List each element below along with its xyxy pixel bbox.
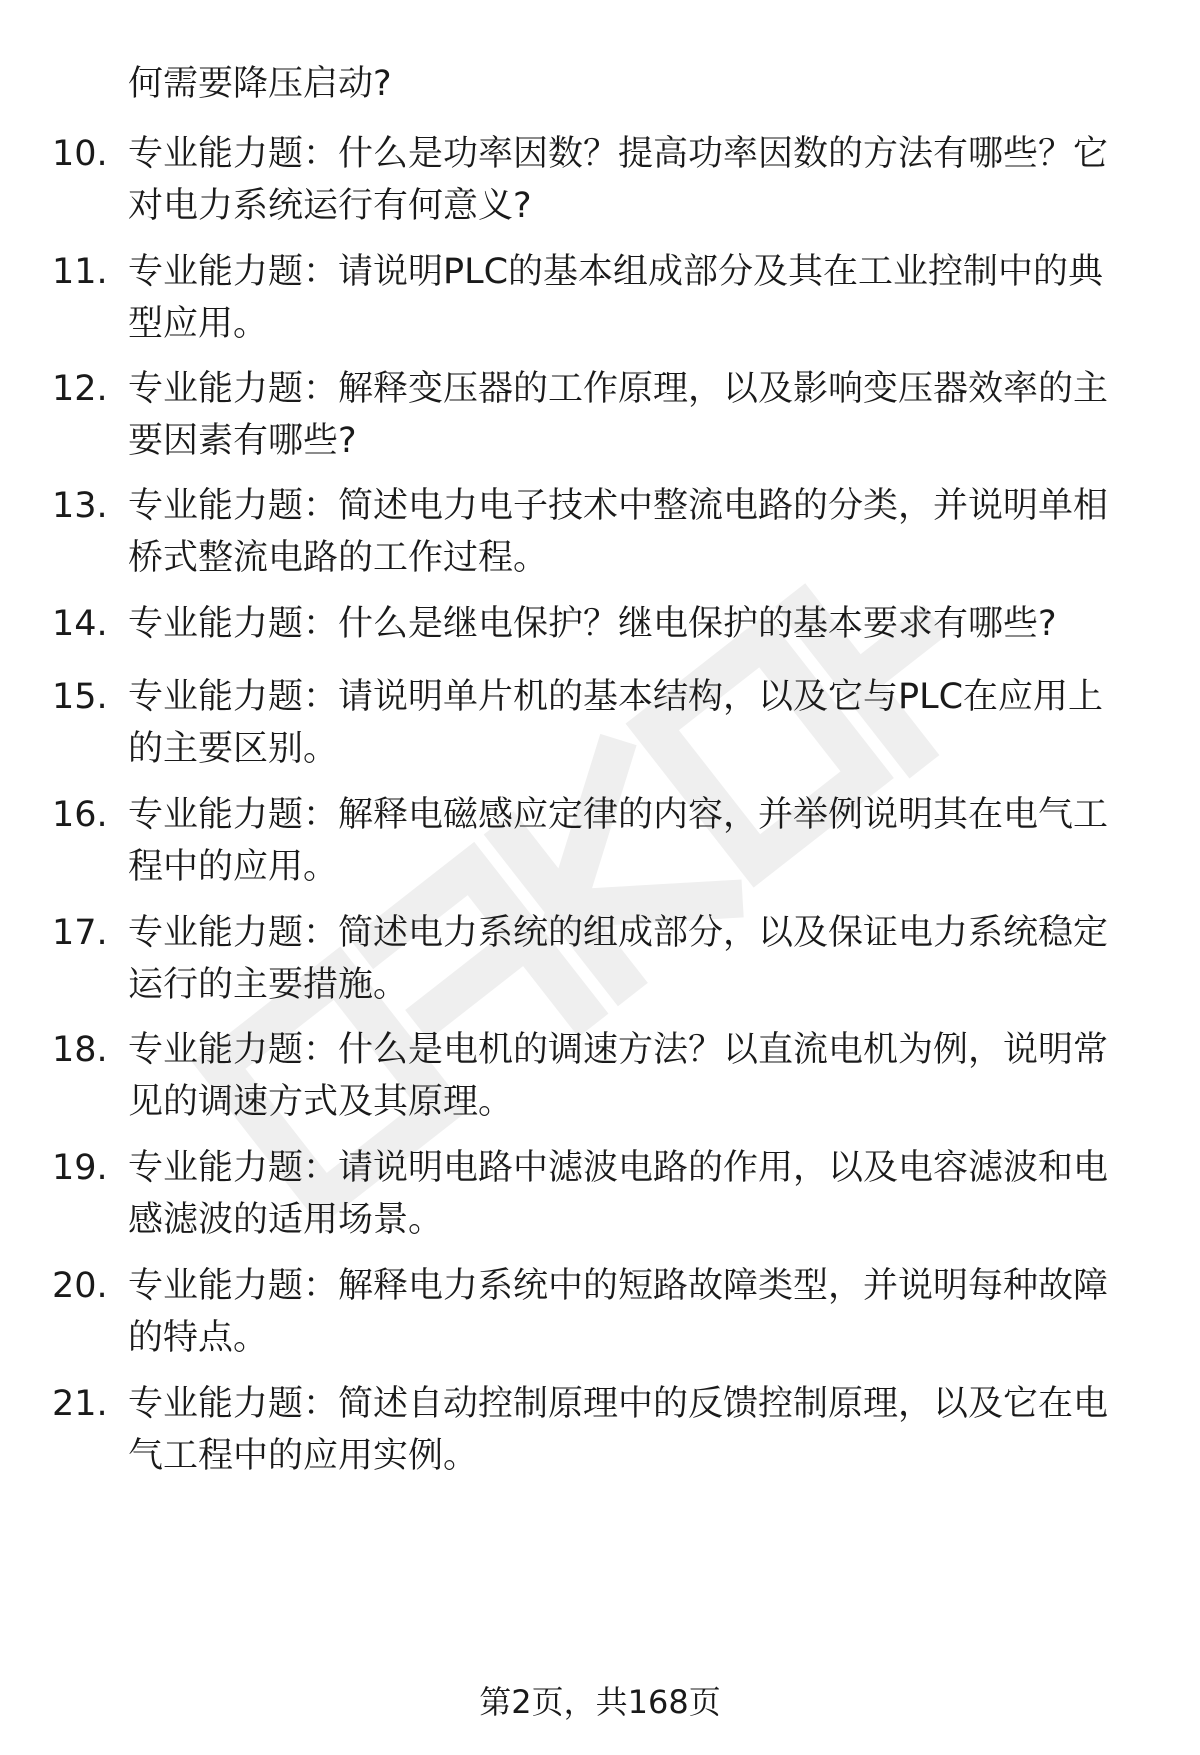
question-line: 见的调速方式及其原理。 [128, 1082, 514, 1122]
question-number: 12. [52, 369, 108, 409]
question-line: 桥式整流电路的工作过程。 [128, 538, 549, 578]
question-line: 专业能力题：解释电力系统中的短路故障类型，并说明每种故障 [128, 1266, 1109, 1306]
question-text [128, 1024, 1108, 1128]
question-line: 气工程中的应用实例。 [128, 1436, 479, 1476]
question-number: 11. [52, 252, 108, 292]
question-number: 13. [52, 486, 108, 526]
question-line: 专业能力题：请说明PLC的基本组成部分及其在工业控制中的典 [128, 252, 1104, 292]
question-text [128, 128, 1108, 232]
question-number: 21. [52, 1384, 108, 1424]
question-line: 专业能力题：请说明单片机的基本结构，以及它与PLC在应用上 [128, 677, 1104, 717]
question-line: 运行的主要措施。 [128, 965, 409, 1005]
question-line: 专业能力题：简述电力系统的组成部分，以及保证电力系统稳定 [128, 913, 1109, 953]
question-line: 专业能力题：解释变压器的工作原理，以及影响变压器效率的主 [128, 369, 1109, 409]
question-line: 程中的应用。 [128, 847, 339, 887]
question-number: 20. [52, 1266, 108, 1306]
question-line: 感滤波的适用场景。 [128, 1200, 444, 1240]
question-line: 专业能力题：简述自动控制原理中的反馈控制原理，以及它在电 [128, 1384, 1109, 1424]
question-number: 10. [52, 134, 108, 174]
question-number: 19. [52, 1148, 108, 1188]
question-text [128, 598, 1057, 650]
question-text [128, 246, 1103, 350]
question-text [128, 789, 1108, 893]
page-number-footer: 第2页，共168页 [479, 1683, 721, 1721]
question-line: 对电力系统运行有何意义? [128, 186, 532, 226]
question-line: 要因素有哪些? [128, 421, 357, 461]
question-text [128, 480, 1108, 584]
question-line: 专业能力题：请说明电路中滤波电路的作用，以及电容滤波和电 [128, 1148, 1109, 1188]
question-text [128, 1378, 1108, 1482]
question-line: 的主要区别。 [128, 729, 339, 769]
question-number: 15. [52, 677, 108, 717]
question-text [128, 907, 1108, 1011]
question-text [128, 671, 1103, 775]
question-line: 专业能力题：解释电磁感应定律的内容，并举例说明其在电气工 [128, 795, 1109, 835]
question-text [128, 1142, 1108, 1246]
question-line: 专业能力题：简述电力电子技术中整流电路的分类，并说明单相 [128, 486, 1109, 526]
question-text [128, 1260, 1108, 1364]
question-text [128, 363, 1108, 467]
question-line: 专业能力题：什么是电机的调速方法？以直流电机为例，说明常 [128, 1030, 1109, 1070]
question-line: 专业能力题：什么是继电保护？继电保护的基本要求有哪些? [128, 604, 1057, 644]
question-number: 14. [52, 604, 108, 644]
question-number: 18. [52, 1030, 108, 1070]
continued-question-text: 何需要降压启动? [128, 64, 392, 104]
question-number: 16. [52, 795, 108, 835]
question-number: 17. [52, 913, 108, 953]
question-line: 型应用。 [128, 304, 269, 344]
question-line: 的特点。 [128, 1318, 269, 1358]
question-line: 专业能力题：什么是功率因数？提高功率因数的方法有哪些？它 [128, 134, 1109, 174]
